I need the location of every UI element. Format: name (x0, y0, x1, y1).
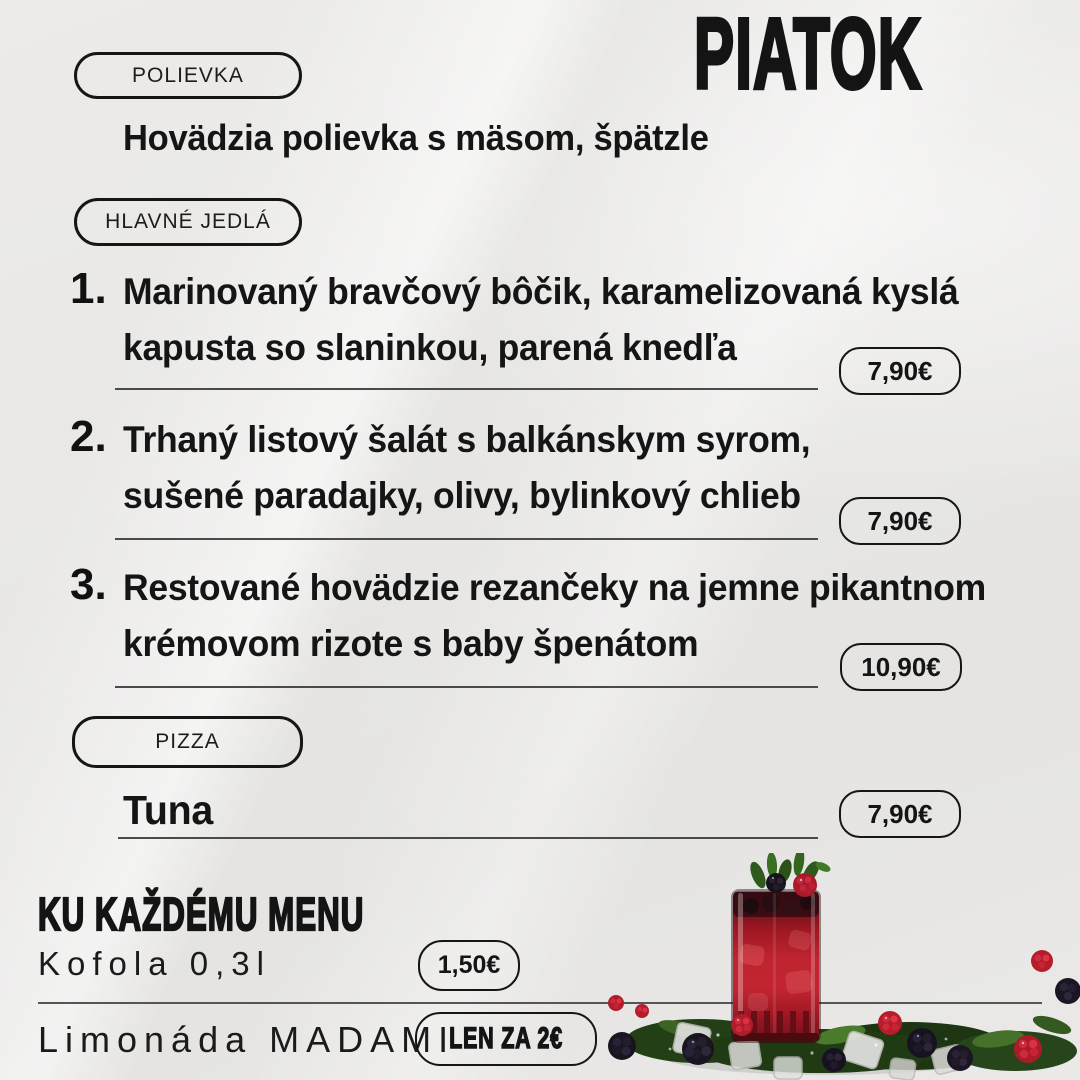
item-underline (115, 686, 818, 688)
menu-item-2-number: 2. (70, 412, 107, 461)
pizza-dish: Tuna (123, 787, 213, 833)
section-badge-pizza-label: PIZZA (155, 730, 220, 753)
item-underline (115, 538, 818, 540)
price-badge-limonada (415, 1012, 597, 1066)
menu-item-1-number: 1. (70, 264, 107, 313)
page-title: PIATOK (694, 0, 923, 110)
mint-garnish (747, 853, 832, 890)
section-badge-pizza (72, 716, 303, 768)
menu-item-1-line1: Marinovaný bravčový bôčik, karamelizovaná kyslá (123, 271, 959, 312)
menu-item-1-line2: kapusta so slaninkou, parená knedľa (123, 327, 737, 368)
drink-item-limonada: Limonáda MADAMI (38, 1019, 456, 1060)
price-badge-item-3: 10,90€ (840, 643, 962, 691)
menu-item-3-number: 3. (70, 560, 107, 609)
price-badge-pizza: 7,90€ (839, 790, 961, 838)
price-badge-limonada-label: LEN ZA 2€ (449, 1022, 563, 1055)
section-badge-soup-label: POLIEVKA (132, 63, 244, 87)
extras-heading: KU KAŽDÉMU MENU (38, 888, 365, 940)
item-underline (115, 388, 818, 390)
soup-dish: Hovädzia polievka s mäsom, špätzle (123, 117, 709, 158)
section-badge-soup (74, 52, 302, 99)
drink-item-kofola: Kofola 0,3l (38, 945, 271, 982)
menu-item-2-line1: Trhaný listový šalát s balkánskym syrom, (123, 419, 811, 460)
price-badge-item-1: 7,90€ (839, 347, 961, 395)
price-badge-item-2: 7,90€ (839, 497, 961, 545)
price-badge-kofola: 1,50€ (418, 940, 520, 991)
menu-item-2-line2: sušené paradajky, olivy, bylinkový chlieb (123, 475, 801, 516)
section-badge-mains-label: HLAVNÉ JEDLÁ (105, 210, 271, 233)
menu-item-3-line2: krémovom rizote s baby špenátom (123, 623, 699, 664)
berry-drink-photo (590, 853, 1080, 1080)
section-badge-mains (74, 198, 302, 246)
item-underline (118, 837, 818, 839)
menu-item-3-line1: Restované hovädzie rezančeky na jemne pikantnom (123, 567, 986, 608)
